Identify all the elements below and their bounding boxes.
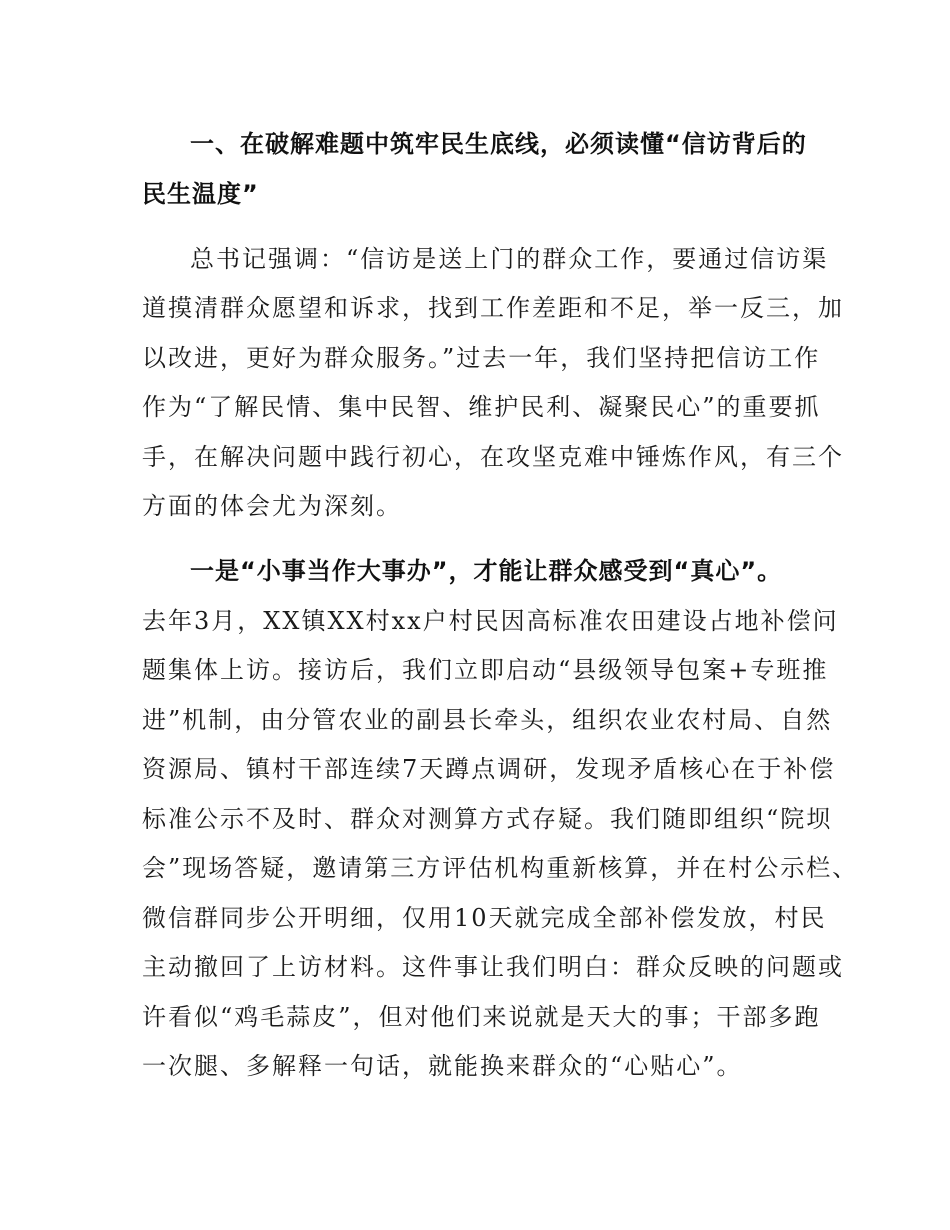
point-one-line-1: 去年3月，XX镇XX村xx户村民因高标准农田建设占地补偿问 — [142, 607, 839, 635]
point-one-line-2: 题集体上访。接访后，我们立即启动“县级领导包案+专班推 — [142, 656, 829, 684]
point-one-line-6: 会”现场答疑，邀请第三方评估机构重新核算，并在村公示栏、 — [142, 854, 859, 882]
point-one-line-5: 标准公示不及时、群众对测算方式存疑。我们随即组织“院坝 — [142, 805, 833, 833]
intro-line-3: 以改进，更好为群众服务。”过去一年，我们坚持把信访工作 — [142, 344, 821, 372]
intro-line-5: 手，在解决问题中践行初心，在攻坚克难中锤炼作风，有三个 — [142, 443, 844, 471]
point-one-line-9: 许看似“鸡毛蒜皮”，但对他们来说就是天大的事；干部多跑 — [142, 1003, 821, 1031]
point-one-line-7: 微信群同步公开明细，仅用10天就完成全部补偿发放，村民 — [142, 904, 827, 932]
point-one-line-8: 主动撤回了上访材料。这件事让我们明白：群众反映的问题或 — [142, 953, 844, 981]
intro-line-4: 作为“了解民情、集中民智、维护民利、凝聚民心”的重要抓 — [142, 393, 821, 421]
intro-line-1: 总书记强调：“信访是送上门的群众工作，要通过信访渠 — [190, 245, 829, 273]
section-heading-line-1: 一、在破解难题中筑牢民生底线，必须读懂“信访背后的 — [190, 130, 807, 158]
intro-line-6: 方面的体会尤为深刻。 — [142, 492, 402, 520]
section-heading-line-2: 民生温度” — [142, 180, 259, 208]
point-one-line-3: 进”机制，由分管农业的副县长牵头，组织农业农村局、自然 — [142, 706, 833, 734]
point-one-line-10: 一次腿、多解释一句话，就能换来群众的“心贴心”。 — [142, 1052, 743, 1080]
point-one-line-4: 资源局、镇村干部连续7天蹲点调研，发现矛盾核心在于补偿 — [142, 755, 836, 783]
point-one-title: 一是“小事当作大事办”，才能让群众感受到“真心”。 — [190, 557, 783, 585]
intro-line-2: 道摸清群众愿望和诉求，找到工作差距和不足，举一反三，加 — [142, 294, 844, 322]
